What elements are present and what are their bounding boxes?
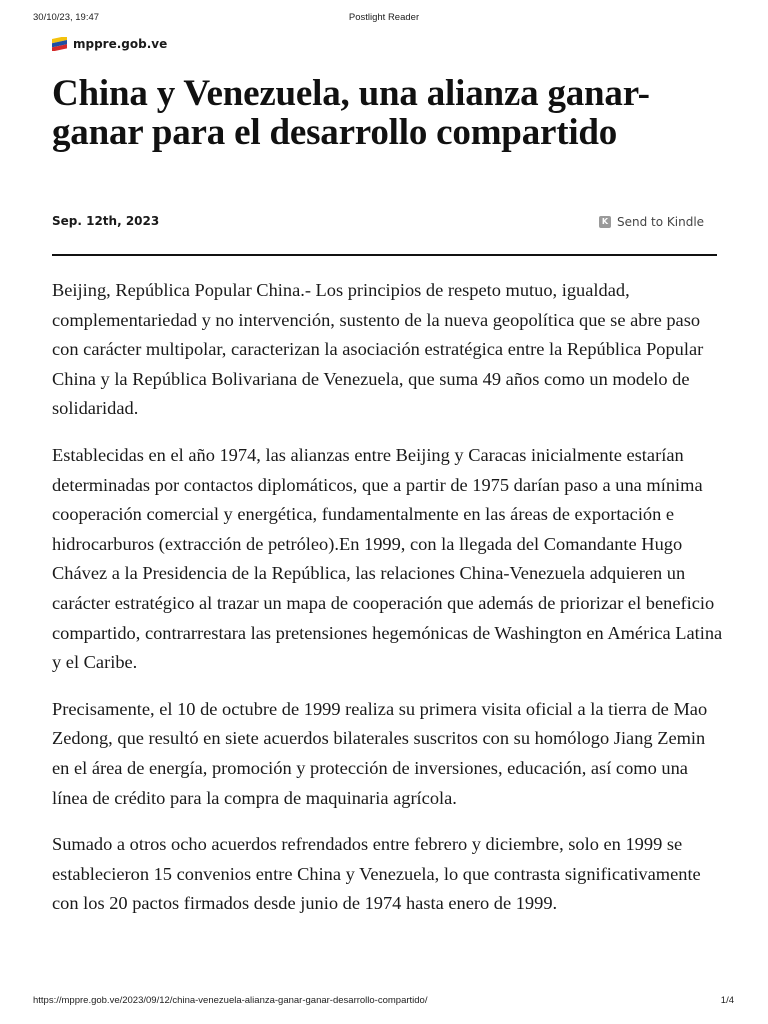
print-datetime: 30/10/23, 19:47 (33, 12, 100, 23)
site-name: mppre.gob.ve (73, 37, 168, 51)
header-divider (52, 254, 717, 256)
print-footer (0, 995, 768, 1009)
article-title: China y Venezuela, una alianza ganar-ganar para el desarrollo compartido (52, 73, 650, 153)
article-body (52, 276, 724, 936)
article-date: Sep. 12th, 2023 (52, 214, 160, 228)
kindle-icon: K (599, 216, 611, 228)
page-url[interactable]: https://mppre.gob.ve/2023/09/12/china-venezuela-alianza-ganar-ganar-desarrollo-compartido/ (33, 995, 428, 1006)
article-paragraph: Beijing, República Popular China.- Los principios de respeto mutuo, igualdad, complementariedad y no intervención, sustento de la nueva geopolítica que se abre paso con carácter multipolar, caracterizan la asociación estratégica entre la República Popular China y la República Bolivariana de Venezuela, que suma 49 años como un modelo de solidaridad. (52, 280, 704, 419)
article-paragraph: Establecidas en el año 1974, las alianzas entre Beijing y Caracas inicialmente estarían determinadas por contactos diplomáticos, que a partir de 1975 darían paso a una mínima cooperación comercial y energética, fundamentalmente en las áreas de exportación e hidrocarburos (extracción de petróleo).En 1999, con la llegada del Comandante Hugo Chávez a la Presidencia de la República, las relaciones China-Venezuela adquieren un carácter estratégico al trazar un mapa de cooperación que además de priorizar el beneficio compartido, contrarrestara las pretensiones hegemónicas de Washington en América Latina y el Caribe. (52, 444, 723, 673)
send-to-kindle-label: Send to Kindle (617, 215, 705, 229)
venezuela-flag-icon (52, 37, 67, 51)
article-paragraph: Precisamente, el 10 de octubre de 1999 realiza su primera visita oficial a la tierra de Mao Zedong, que resultó en siete acuerdos bilaterales suscritos con su homólogo Jiang Zemin en el área de energía, promoción y protección de inversiones, educación, así como una línea de crédito para la compra de maquinaria agrícola. (52, 698, 708, 808)
send-to-kindle-button[interactable] (599, 215, 704, 229)
print-app-title: Postlight Reader (348, 12, 420, 23)
print-header (0, 12, 768, 26)
article-paragraph: Sumado a otros ocho acuerdos refrendados entre febrero y diciembre, solo en 1999 se establecieron 15 convenios entre China y Venezuela, lo que contrasta significativamente con los 20 pactos firmados desde junio de 1974 hasta enero de 1999. (52, 834, 701, 914)
page-number: 1/4 (720, 995, 734, 1006)
site-source[interactable] (52, 35, 167, 53)
